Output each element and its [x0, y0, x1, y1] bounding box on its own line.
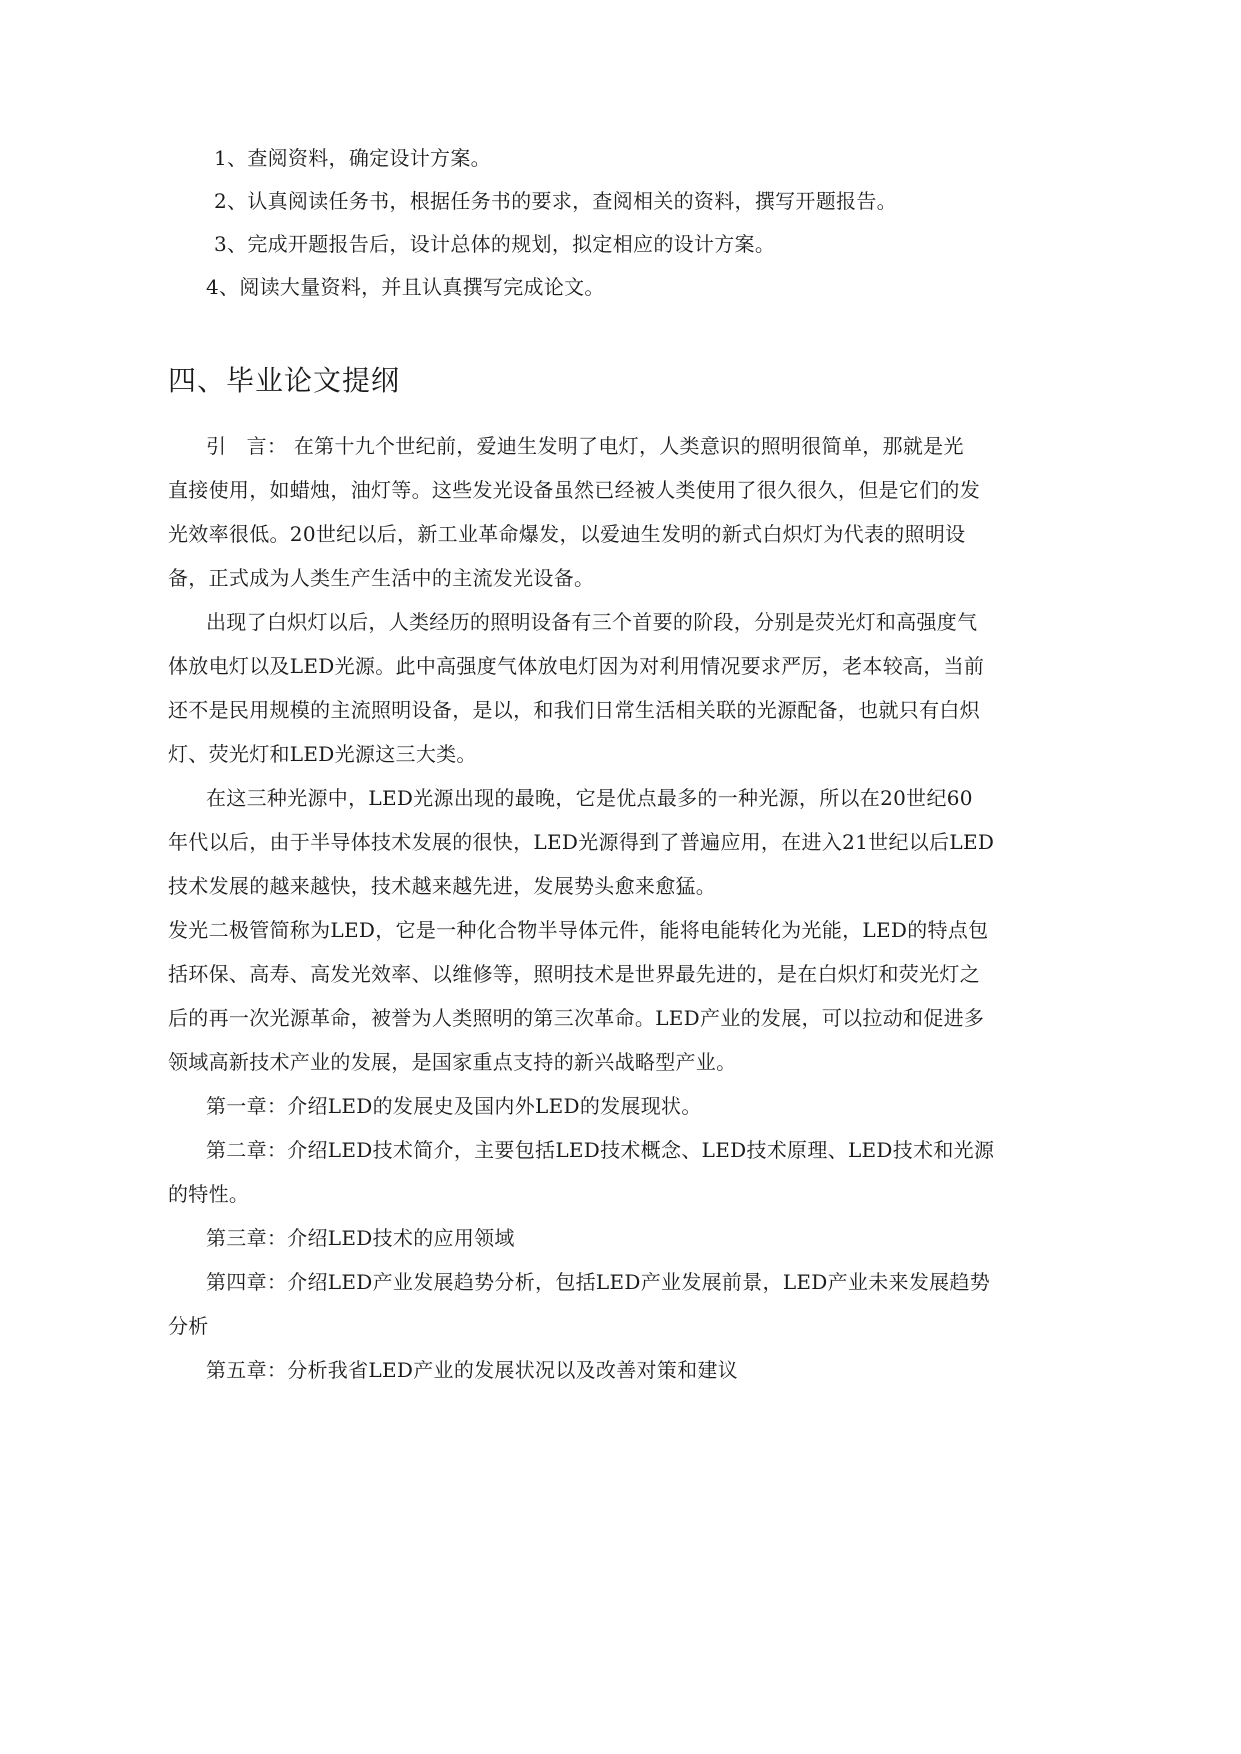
intro-line-1: 引 言： 在第十九个世纪前，爱迪生发明了电灯，人类意识的照明很简单，那就是光: [206, 434, 964, 458]
paragraph-2-line-2: 体放电灯以及LED光源。此中高强度气体放电灯因为对利用情况要求严厉，老本较高，当前: [168, 654, 985, 678]
chapter-4-line-1: 第四章：介绍LED产业发展趋势分析，包括LED产业发展前景，LED产业未来发展趋势: [206, 1270, 991, 1294]
paragraph-2-line-4: 灯、荧光灯和LED光源这三大类。: [168, 742, 477, 766]
paragraph-4-line-4: 领域高新技术产业的发展，是国家重点支持的新兴战略型产业。: [168, 1050, 737, 1074]
chapter-5-line: 第五章：分析我省LED产业的发展状况以及改善对策和建议: [206, 1358, 739, 1382]
intro-line-3: 光效率很低。20世纪以后，新工业革命爆发，以爱迪生发明的新式白炽灯为代表的照明设: [168, 522, 966, 546]
intro-line-2: 直接使用，如蜡烛，油灯等。这些发光设备虽然已经被人类使用了很久很久，但是它们的发: [168, 478, 980, 502]
chapter-2-line-2: 的特性。: [168, 1182, 250, 1206]
step-item-1: 1、查阅资料，确定设计方案。: [214, 146, 491, 170]
chapter-4-line-2: 分析: [168, 1314, 209, 1338]
section-heading: 四、毕业论文提纲: [168, 364, 401, 397]
paragraph-2-line-1: 出现了白炽灯以后，人类经历的照明设备有三个首要的阶段，分别是荧光灯和高强度气: [206, 610, 978, 634]
step-item-2: 2、认真阅读任务书，根据任务书的要求，查阅相关的资料，撰写开题报告。: [214, 189, 897, 213]
paragraph-4-line-1: 发光二极管简称为LED，它是一种化合物半导体元件，能将电能转化为光能，LED的特点包: [168, 918, 989, 942]
paragraph-4-line-3: 后的再一次光源革命，被誉为人类照明的第三次革命。LED产业的发展，可以拉动和促进多: [168, 1006, 985, 1030]
chapter-1-line: 第一章：介绍LED的发展史及国内外LED的发展现状。: [206, 1094, 702, 1118]
step-item-4: 4、阅读大量资料，并且认真撰写完成论文。: [206, 275, 605, 299]
chapter-3-line: 第三章：介绍LED技术的应用领域: [206, 1226, 515, 1250]
paragraph-3-line-3: 技术发展的越来越快，技术越来越先进，发展势头愈来愈猛。: [168, 874, 717, 898]
paragraph-4-line-2: 括环保、高寿、高发光效率、以维修等，照明技术是世界最先进的，是在白炽灯和荧光灯之: [168, 962, 980, 986]
paragraph-3-line-1: 在这三种光源中，LED光源出现的最晚，它是优点最多的一种光源，所以在20世纪60: [206, 786, 973, 810]
intro-line-4: 备，正式成为人类生产生活中的主流发光设备。: [168, 566, 595, 590]
paragraph-2-line-3: 还不是民用规模的主流照明设备，是以，和我们日常生活相关联的光源配备，也就只有白炽: [168, 698, 980, 722]
paragraph-3-line-2: 年代以后，由于半导体技术发展的很快，LED光源得到了普遍应用，在进入21世纪以后LED: [168, 830, 995, 854]
chapter-2-line-1: 第二章：介绍LED技术简介，主要包括LED技术概念、LED技术原理、LED技术和光源: [206, 1138, 995, 1162]
step-item-3: 3、完成开题报告后，设计总体的规划，拟定相应的设计方案。: [214, 232, 776, 256]
